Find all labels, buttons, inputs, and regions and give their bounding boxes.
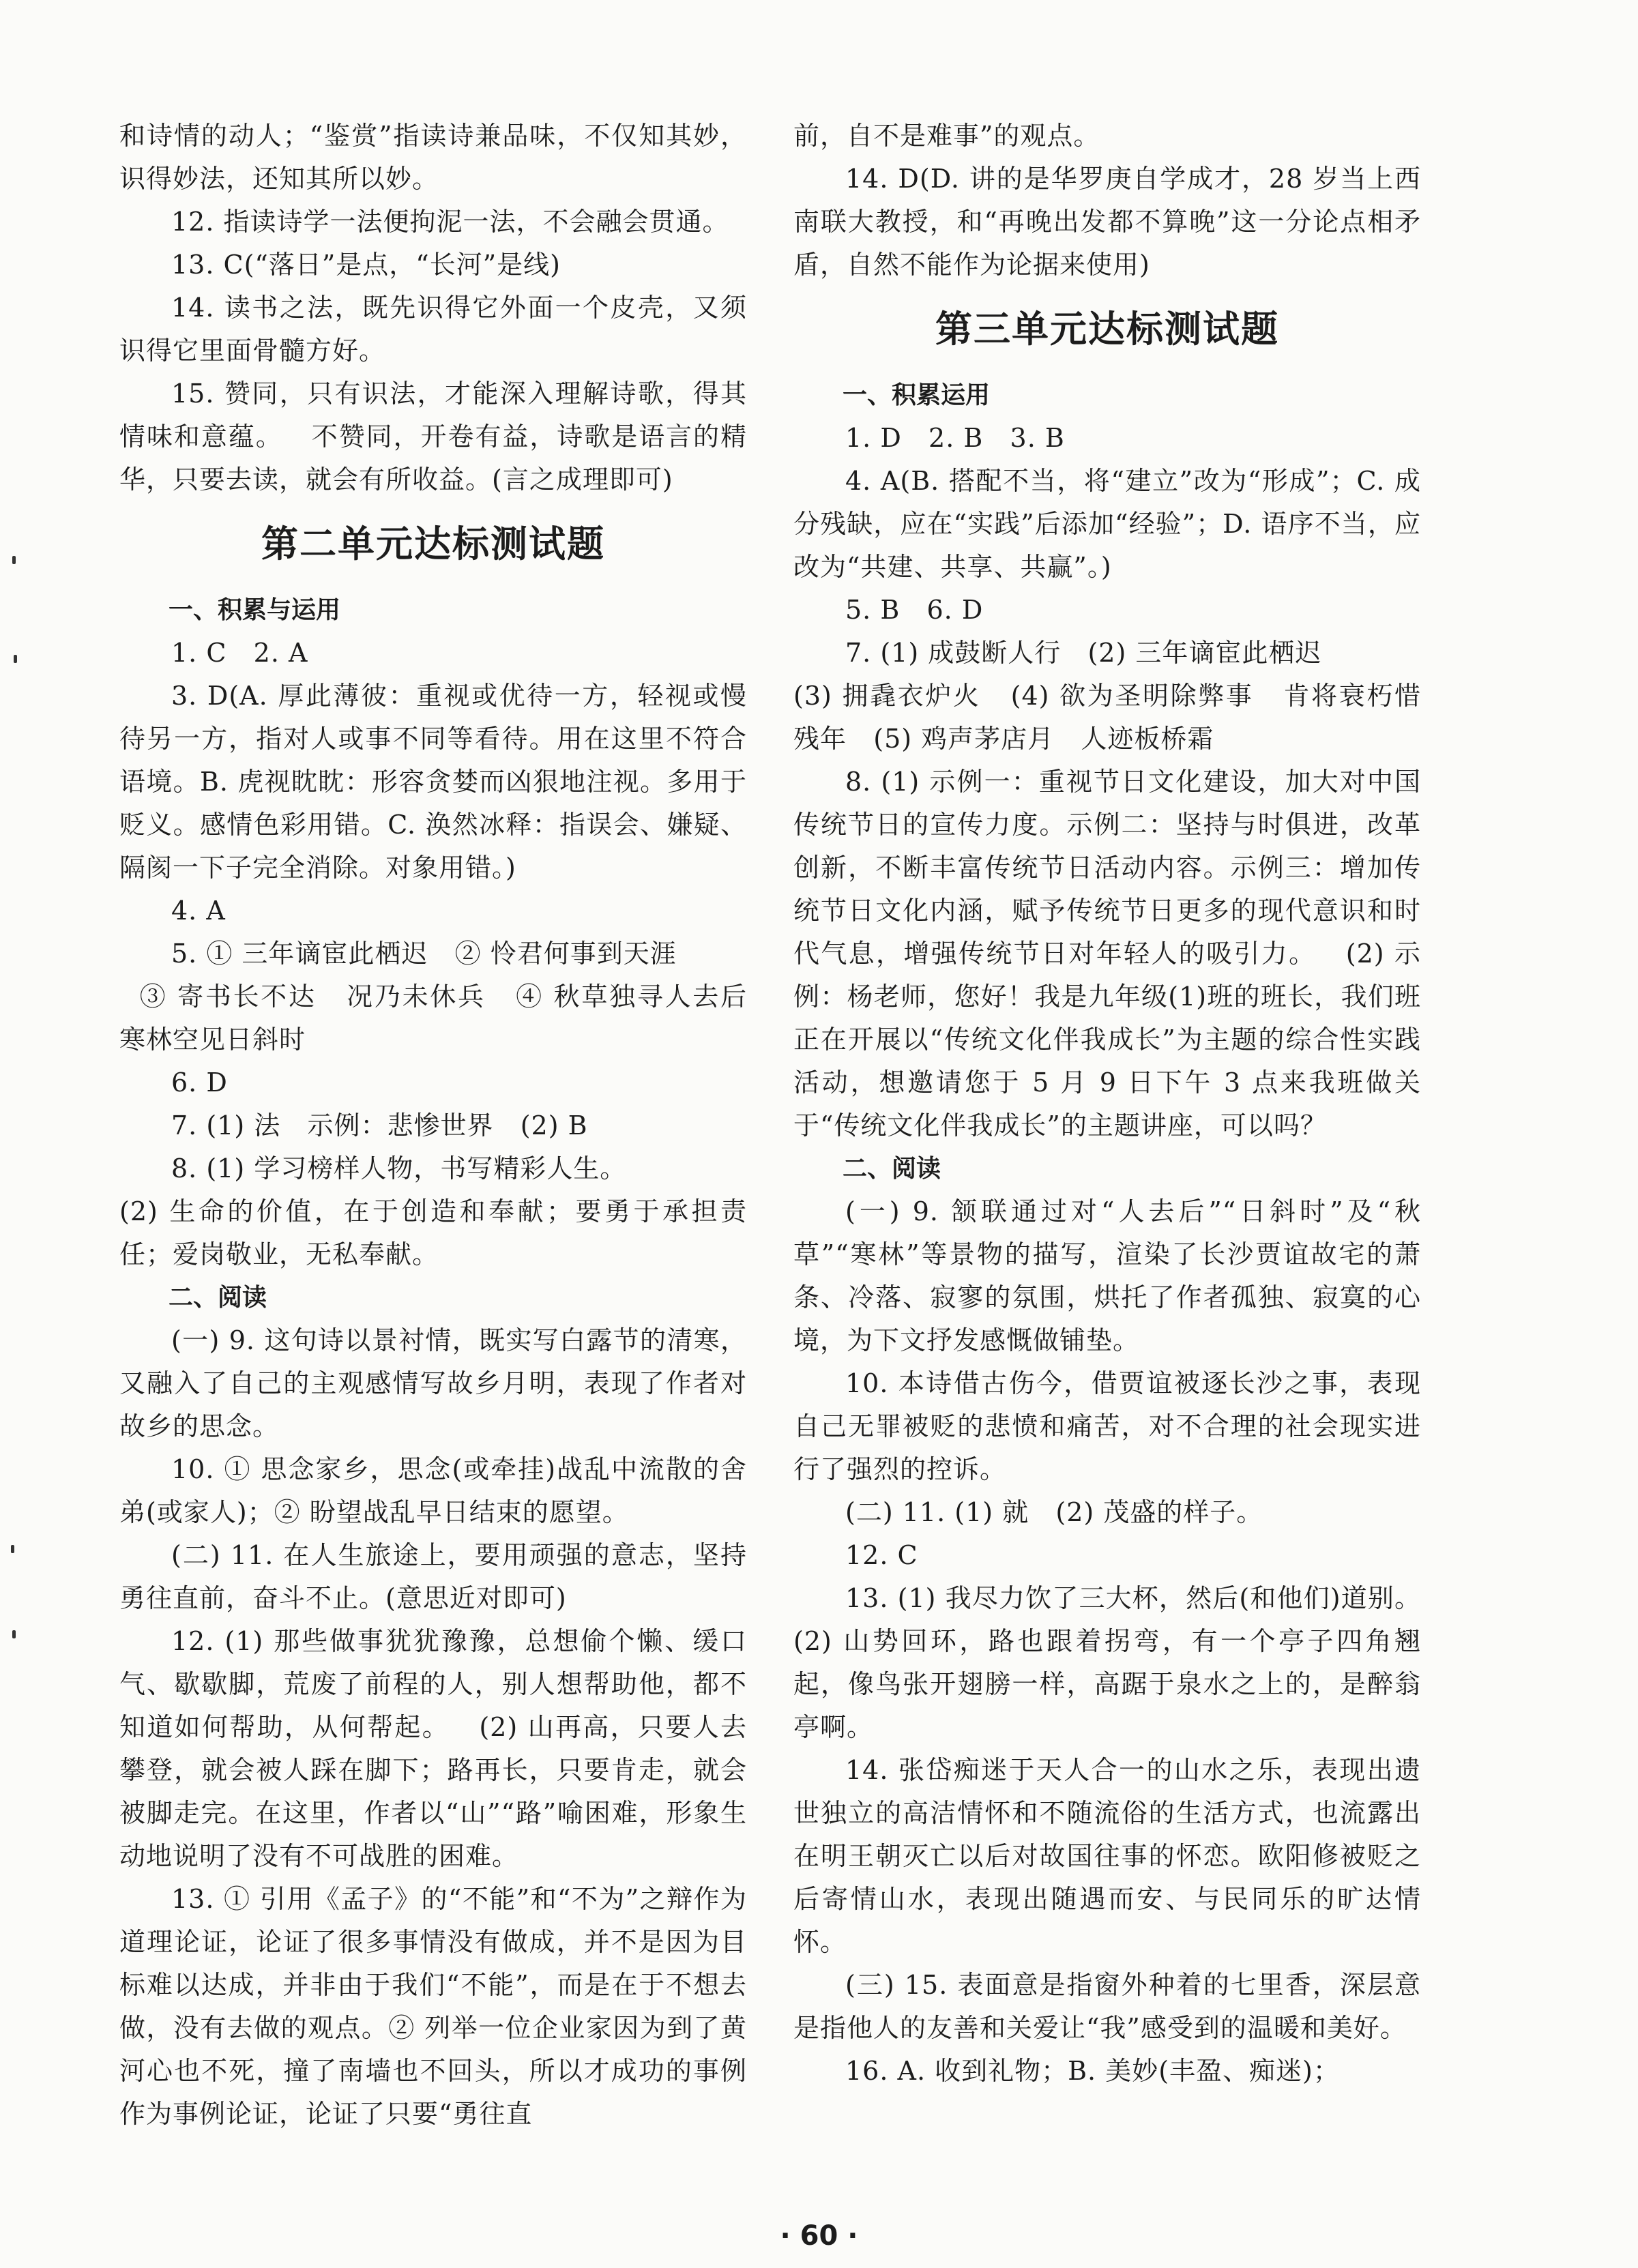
scan-speck xyxy=(14,655,17,663)
scan-speck xyxy=(11,1545,14,1553)
paragraph: (二) 11. (1) 就 (2) 茂盛的样子。 xyxy=(845,1497,1263,1527)
scan-speck xyxy=(12,1630,16,1638)
paragraph: 12. C xyxy=(845,1540,918,1570)
paragraph: 13. ① 引用《孟子》的“不能”和“不为”之辩作为道理论证，论证了很多事情没有做成，并不是因为目标难以达成，并非由于我们“不能”，而是在于不想去做，没有去做的观点。② 列举一位企业家因为到了黄河心也不死，撞了南墙也不回头，所以才成功的事例作为事例论证，论证了只要“勇往直 xyxy=(119,1884,747,2129)
paragraph: 4. A(B. 搭配不当，将“建立”改为“形成”；C. 成分残缺，应在“实践”后添加“经验”；D. 语序不当，应改为“共建、共享、共赢”。) xyxy=(793,466,1421,582)
paragraph: (3) 拥毳衣炉火 (4) 欲为圣明除弊事 肯将衰朽惜残年 (5) 鸡声茅店月 人迹板桥霜 xyxy=(793,681,1421,754)
page-number: · 60 · xyxy=(780,2220,858,2252)
left-column xyxy=(119,115,774,2136)
paragraph: 13. C(“落日”是点，“长河”是线) xyxy=(171,250,561,280)
paragraph: 13. (1) 我尽力饮了三大杯，然后(和他们)道别。 (2) 山势回环，路也跟着拐弯，有一个亭子四角翘起，像鸟张开翅膀一样，高踞于泉水之上的，是醉翁亭啊。 xyxy=(793,1583,1448,1742)
subsection-heading: 一、积累运用 xyxy=(843,381,991,409)
paragraph: 前，自不是难事”的观点。 xyxy=(793,121,1100,151)
paragraph: (一) 9. 颔联通过对“人去后”“日斜时”及“秋草”“寒林”等景物的描写，渲染了长沙贾谊故宅的萧条、冷落、寂寥的氛围，烘托了作者孤独、寂寞的心境，为下文抒发感慨做铺垫。 xyxy=(793,1196,1421,1355)
paragraph: 14. 张岱痴迷于天人合一的山水之乐，表现出遗世独立的高洁情怀和不随流俗的生活方式，也流露出在明王朝灭亡以后对故国往事的怀恋。欧阳修被贬之后寄情山水，表现出随遇而安、与民同乐的旷达情怀。 xyxy=(793,1755,1421,1957)
paragraph: 1. C 2. A xyxy=(171,638,308,668)
paragraph: 5. B 6. D xyxy=(845,595,984,625)
paragraph: 10. ① 思念家乡，思念(或牵挂)战乱中流散的舍弟(或家人)；② 盼望战乱早日结束的愿望。 xyxy=(119,1454,747,1527)
subsection-heading: 二、阅读 xyxy=(169,1284,267,1312)
paragraph: 16. A. 收到礼物；B. 美妙(丰盈、痴迷)； xyxy=(845,2056,1340,2086)
paragraph: 5. ① 三年谪宦此栖迟 ② 怜君何事到天涯 xyxy=(171,939,677,969)
paragraph: 7. (1) 成鼓断人行 (2) 三年谪宦此栖迟 xyxy=(845,638,1322,668)
section-title-unit-2: 第二单元达标测试题 xyxy=(261,522,605,565)
paragraph: 1. D 2. B 3. B xyxy=(845,423,1065,453)
subsection-heading: 一、积累与运用 xyxy=(169,596,341,624)
paragraph: 10. 本诗借古伤今，借贾谊被逐长沙之事，表现自己无罪被贬的悲愤和痛苦，对不合理的社会现实进行了强烈的控诉。 xyxy=(793,1368,1421,1484)
paragraph: (一) 9. 这句诗以景衬情，既实写白露节的清寒，又融入了自己的主观感情写故乡月明，表现了作者对故乡的思念。 xyxy=(119,1325,747,1441)
paragraph: (2) 生命的价值，在于创造和奉献；要勇于承担责任；爱岗敬业，无私奉献。 xyxy=(119,1196,747,1269)
section-title-unit-3: 第三单元达标测试题 xyxy=(935,308,1279,351)
paragraph: 6. D xyxy=(171,1067,228,1098)
paragraph: 15. 赞同，只有识法，才能深入理解诗歌，得其情味和意蕴。 不赞同，开卷有益，诗歌是语言的精华，只要去读，就会有所收益。(言之成理即可) xyxy=(119,379,747,495)
subsection-heading: 二、阅读 xyxy=(843,1155,941,1183)
paragraph: (三) 15. 表面意是指窗外种着的七里香，深层意是指他人的友善和关爱让“我”感受到的温暖和美好。 xyxy=(793,1970,1421,2043)
paragraph: 3. D(A. 厚此薄彼：重视或优待一方，轻视或慢待另一方，指对人或事不同等看待。用在这里不符合语境。B. 虎视眈眈：形容贪婪而凶狠地注视。多用于贬义。感情色彩用错。C. 涣然冰释：指误会、嫌疑、隔阂一下子完全消除。对象用错。) xyxy=(119,681,747,883)
paragraph: 7. (1) 法 示例：悲惨世界 (2) B xyxy=(171,1110,588,1140)
paragraph: 14. 读书之法，既先识得它外面一个皮壳，又须识得它里面骨髓方好。 xyxy=(119,293,747,366)
paragraph: 4. A xyxy=(171,896,226,926)
right-column xyxy=(793,115,1448,2093)
paragraph: 12. (1) 那些做事犹犹豫豫，总想偷个懒、缓口气、歇歇脚，荒废了前程的人，别人想帮助他，都不知道如何帮助，从何帮起。 (2) 山再高，只要人去攀登，就会被人踩在脚下；路再长，只要肯走，就会被脚走完。在这里，作者以“山”“路”喻困难，形象生动地说明了没有不可战胜的困难。 xyxy=(119,1626,747,1871)
paragraph: 8. (1) 学习榜样人物，书写精彩人生。 xyxy=(171,1153,627,1183)
paragraph: 14. D(D. 讲的是华罗庚自学成才，28 岁当上西南联大教授，和“再晚出发都不算晚”这一分论点相矛盾，自然不能作为论据来使用) xyxy=(793,164,1421,280)
paragraph: (二) 11. 在人生旅途上，要用顽强的意志，坚持勇往直前，奋斗不止。(意思近对即可) xyxy=(119,1540,747,1613)
scan-speck xyxy=(12,556,16,564)
paragraph: 12. 指读诗学一法便拘泥一法，不会融会贯通。 xyxy=(171,207,729,237)
paragraph: 和诗情的动人；“鉴赏”指读诗兼品味，不仅知其妙，识得妙法，还知其所以妙。 xyxy=(119,121,747,194)
paragraph: ③ 寄书长不达 况乃未休兵 ④ 秋草独寻人去后 寒林空见日斜时 xyxy=(119,982,774,1055)
paragraph: 8. (1) 示例一：重视节日文化建设，加大对中国传统节日的宣传力度。示例二：坚持与时俱进，改革创新，不断丰富传统节日活动内容。示例三：增加传统节日文化内涵，赋予传统节日更多的现代意识和时代气息，增强传统节日对年轻人的吸引力。 (2) 示例：杨老师，您好！我是九年级(1)班的班长，我们班正在开展以“传统文化伴我成长”为主题的综合性实践活动，想邀请您于 5 月 9 日下午 3 点来我班做关于“传统文化伴我成长”的主题讲座，可以吗？ xyxy=(793,767,1421,1140)
